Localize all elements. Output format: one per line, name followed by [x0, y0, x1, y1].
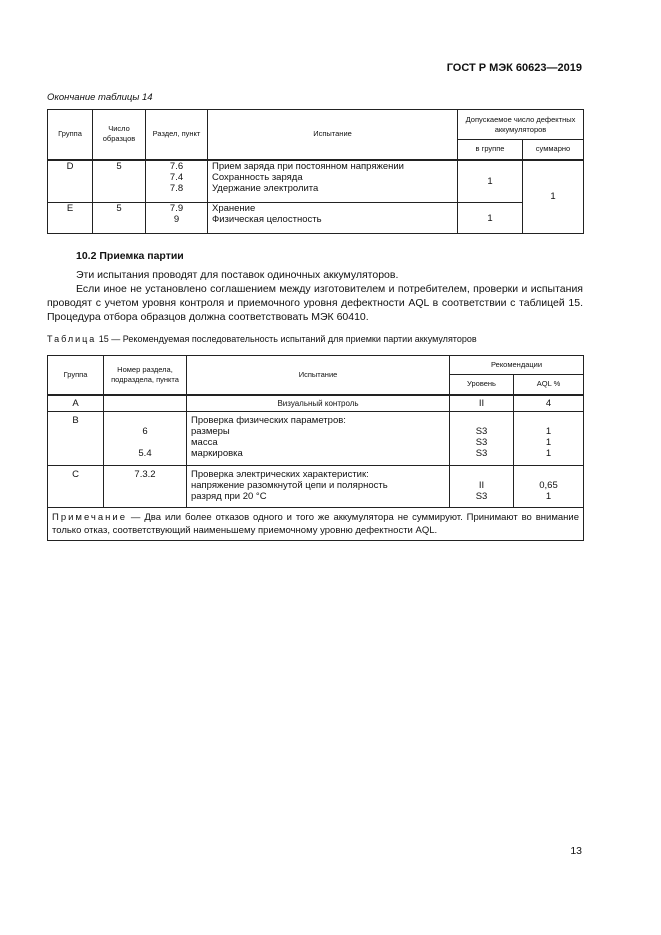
- section-heading: 10.2 Приемка партии: [76, 250, 184, 262]
- t15-b-test: Проверка физических параметров:: [191, 415, 346, 426]
- t15-b-level: S3: [475, 437, 488, 448]
- t14-d-test: Прием заряда при постоянном напряжении: [212, 160, 404, 172]
- t15-a-number: [104, 395, 187, 412]
- table15-note: [48, 508, 584, 541]
- table15-caption-word: Таблица: [47, 334, 97, 344]
- t14-d-section: 7.8: [169, 182, 184, 194]
- t14-d-in-group: 1: [458, 160, 523, 203]
- table-row: [48, 412, 584, 466]
- t15-b-test: маркировка: [191, 448, 243, 459]
- t14-d-test: Сохранность заряда: [212, 171, 303, 183]
- t15-b-number: [108, 415, 182, 426]
- t15-c-aql: 0,65: [539, 480, 558, 491]
- t14-header-samples: Число образцов: [93, 110, 146, 160]
- t14-d-section: 7.4: [169, 171, 184, 183]
- t14-d-samples: 5: [93, 160, 146, 203]
- t14-d-section: 7.6: [169, 160, 184, 172]
- t15-c-numbers: [104, 466, 187, 508]
- t15-header-aql: AQL %: [514, 375, 584, 395]
- t14-d-test: Удержание электролита: [212, 182, 319, 194]
- t15-a-aql: 4: [514, 395, 584, 412]
- t15-c-number: [108, 480, 182, 491]
- t14-header-section: Раздел, пункт: [146, 110, 208, 160]
- t14-e-in-group: 1: [458, 203, 523, 234]
- t15-b-aql: 1: [545, 448, 552, 459]
- t14-e-section: 7.9: [169, 203, 184, 214]
- t14-e-section: 9: [173, 214, 180, 225]
- t15-a-test: Визуальный контроль: [187, 395, 450, 412]
- t15-b-aql: 1: [545, 437, 552, 448]
- t15-header-level: Уровень: [450, 375, 514, 395]
- table-15: [47, 355, 584, 541]
- t15-b-number: [108, 437, 182, 448]
- table-row: [48, 395, 584, 412]
- t14-header-in-group: в группе: [458, 140, 523, 160]
- t14-e-tests: [208, 203, 458, 234]
- t15-c-number: 7.3.2: [134, 469, 156, 480]
- t15-b-level: [454, 415, 509, 426]
- standard-designation: ГОСТ Р МЭК 60623—2019: [446, 62, 582, 74]
- table-row: [48, 466, 584, 508]
- t14-d-tests: [208, 160, 458, 203]
- t14-total-value: 1: [523, 160, 584, 234]
- t15-b-test: размеры: [191, 426, 230, 437]
- t15-b-level: S3: [475, 426, 488, 437]
- t15-c-aql: [518, 469, 579, 480]
- t15-c-level: S3: [475, 491, 488, 502]
- t15-b-aql: 1: [545, 426, 552, 437]
- t15-b-number: 5.4: [138, 448, 152, 459]
- t15-c-level: II: [478, 480, 485, 491]
- t15-b-aqls: [514, 412, 584, 466]
- t14-e-sections: [146, 203, 208, 234]
- t15-c-levels: [450, 466, 514, 508]
- t15-header-group: Группа: [48, 356, 104, 395]
- table-row: [48, 160, 584, 203]
- table15-caption-text: 15 — Рекомендуемая последовательность испытаний для приемки партии аккумуляторов: [96, 334, 477, 344]
- t15-b-tests: [187, 412, 450, 466]
- t14-header-total: суммарно: [523, 140, 584, 160]
- t15-header-recommendations: Рекомендации: [450, 356, 584, 375]
- t15-c-aqls: [514, 466, 584, 508]
- paragraph-2: Если иное не установлено соглашением между изготовителем и потребителем, проверки и испытания проводят с учетом уровня контроля и приемочного уровня дефектности AQL в соответствии с таблицей 15. Процедура отбора образцов должна соответствовать МЭК 60410.: [47, 283, 583, 323]
- paragraph-1: Эти испытания проводят для поставок одиночных аккумуляторов.: [76, 269, 399, 281]
- t15-header-number: Номер раздела, подраздела, пункта: [104, 356, 187, 395]
- t15-b-numbers: [104, 412, 187, 466]
- t15-b-test: масса: [191, 437, 218, 448]
- t14-e-samples: 5: [93, 203, 146, 234]
- t14-d-sections: [146, 160, 208, 203]
- t15-c-test: Проверка электрических характеристик:: [191, 469, 369, 480]
- t15-a-group: A: [48, 395, 104, 412]
- table15-note-word: Примечание: [52, 512, 127, 523]
- t15-c-group: C: [48, 466, 104, 508]
- page-number: 13: [570, 845, 582, 857]
- t15-c-test: разряд при 20 °C: [191, 491, 267, 502]
- table14-continuation-label: Окончание таблицы 14: [47, 92, 153, 103]
- table15-caption: [47, 334, 477, 344]
- t15-a-level: II: [450, 395, 514, 412]
- t14-header-group: Группа: [48, 110, 93, 160]
- t14-header-test: Испытание: [208, 110, 458, 160]
- t14-e-group: E: [48, 203, 93, 234]
- t15-c-number: [108, 491, 182, 502]
- t15-b-levels: [450, 412, 514, 466]
- t14-e-test: Физическая целостность: [212, 214, 322, 225]
- t14-header-allowed: Допускаемое число дефектных аккумуляторов: [458, 110, 584, 140]
- t15-c-aql: 1: [545, 491, 552, 502]
- t15-b-aql: [518, 415, 579, 426]
- t15-b-group: B: [48, 412, 104, 466]
- t15-c-tests: [187, 466, 450, 508]
- t15-header-test: Испытание: [187, 356, 450, 395]
- t14-e-test: Хранение: [212, 203, 256, 214]
- t15-c-test: напряжение разомкнутой цепи и полярность: [191, 480, 388, 491]
- table-row: [48, 203, 584, 234]
- t15-c-level: [454, 469, 509, 480]
- t14-d-group: D: [48, 160, 93, 203]
- table15-note-text: — Два или более отказов одного и того же аккумулятора не суммируют. Принимают во внимание только отказ, соответствующий наименьшему приемочному уровню дефектности AQL.: [52, 512, 580, 536]
- table-note-row: [48, 508, 584, 541]
- table-14: [47, 109, 584, 234]
- t15-b-level: S3: [475, 448, 488, 459]
- t15-b-number: 6: [142, 426, 148, 437]
